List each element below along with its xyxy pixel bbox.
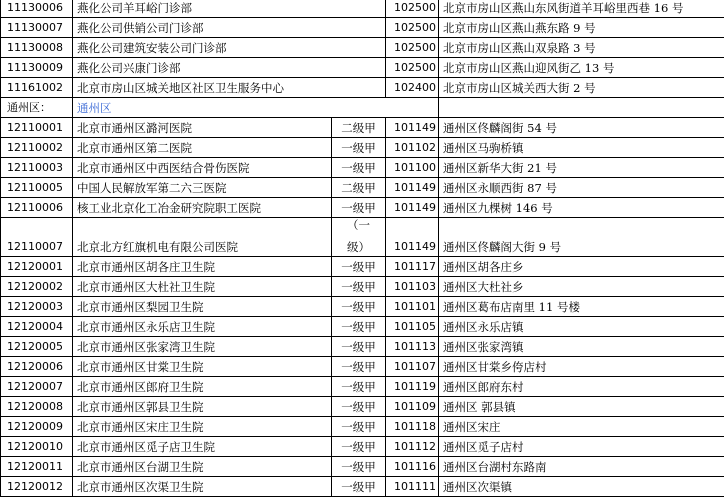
hospital-level: 一级甲 xyxy=(332,277,386,297)
table-row xyxy=(1,118,724,138)
hospital-address: 通州区永乐店镇 xyxy=(439,317,724,337)
hospital-address: 北京市房山区燕山迎风街乙 13 号 xyxy=(439,58,724,78)
hospital-code: 11130006 xyxy=(1,0,73,18)
postal-code: 101149 xyxy=(386,218,439,257)
postal-code: 102500 xyxy=(386,18,439,38)
hospital-code: 12120009 xyxy=(1,417,73,437)
hospital-name: 北京市通州区胡各庄卫生院 xyxy=(73,257,332,277)
hospital-name: 北京市通州区宋庄卫生院 xyxy=(73,417,332,437)
hospital-level: 二级甲 xyxy=(332,178,386,198)
hospital-address: 通州区葛布店南里 11 号楼 xyxy=(439,297,724,317)
postal-code: 101102 xyxy=(386,138,439,158)
table-row xyxy=(1,158,724,178)
hospital-code: 12120008 xyxy=(1,397,73,417)
hospital-level: 一级甲 xyxy=(332,297,386,317)
table-row xyxy=(1,337,724,357)
hospital-code: 12120004 xyxy=(1,317,73,337)
hospital-name: 燕化公司供销公司门诊部 xyxy=(73,18,386,38)
hospital-name: 北京市通州区潞河医院 xyxy=(73,118,332,138)
hospital-name: 北京市通州区台湖卫生院 xyxy=(73,457,332,477)
hospital-address: 通州区觅子店村 xyxy=(439,437,724,457)
district-link[interactable]: 通州区 xyxy=(77,101,112,115)
hospital-code: 12110007 xyxy=(1,218,73,257)
postal-code: 101149 xyxy=(386,198,439,218)
hospital-address: 通州区大杜社乡 xyxy=(439,277,724,297)
hospital-address: 通州区宋庄 xyxy=(439,417,724,437)
postal-code: 101112 xyxy=(386,437,439,457)
hospital-code: 12120011 xyxy=(1,457,73,477)
section-row xyxy=(1,98,724,118)
table-row xyxy=(1,377,724,397)
hospital-code: 11130007 xyxy=(1,18,73,38)
hospital-address: 通州区永顺西街 87 号 xyxy=(439,178,724,198)
hospital-address: 通州区新华大街 21 号 xyxy=(439,158,724,178)
table-row xyxy=(1,297,724,317)
table-row xyxy=(1,477,724,497)
hospital-code: 12120002 xyxy=(1,277,73,297)
hospital-name: 燕化公司建筑安装公司门诊部 xyxy=(73,38,386,58)
table-row xyxy=(1,317,724,337)
hospital-address: 通州区台湖村东路南 xyxy=(439,457,724,477)
hospital-level: 一级甲 xyxy=(332,337,386,357)
postal-code: 101117 xyxy=(386,257,439,277)
hospital-name: 北京市通州区甘棠卫生院 xyxy=(73,357,332,377)
hospital-level: 一级甲 xyxy=(332,477,386,497)
hospital-level: 一级甲 xyxy=(332,138,386,158)
hospital-address: 通州区佟麟阁大街 9 号 xyxy=(439,218,724,257)
postal-code: 101111 xyxy=(386,477,439,497)
hospital-level: 一级甲 xyxy=(332,457,386,477)
hospital-level: 一级甲 xyxy=(332,317,386,337)
table-row xyxy=(1,78,724,98)
hospital-level: 一级甲 xyxy=(332,158,386,178)
hospital-name: 北京市通州区大杜社卫生院 xyxy=(73,277,332,297)
postal-code: 101103 xyxy=(386,277,439,297)
table-row xyxy=(1,437,724,457)
hospital-code: 12120012 xyxy=(1,477,73,497)
hospital-level: 一级甲 xyxy=(332,417,386,437)
hospital-level: 一级甲 xyxy=(332,198,386,218)
hospital-address: 通州区九棵树 146 号 xyxy=(439,198,724,218)
hospital-name: 北京市通州区郎府卫生院 xyxy=(73,377,332,397)
hospital-code: 12120007 xyxy=(1,377,73,397)
postal-code: 102500 xyxy=(386,0,439,18)
hospital-name: 北京市通州区中西医结合骨伤医院 xyxy=(73,158,332,178)
hospital-code: 12120010 xyxy=(1,437,73,457)
hospital-level: 一级甲 xyxy=(332,377,386,397)
hospital-name: 北京市通州区永乐店卫生院 xyxy=(73,317,332,337)
postal-code: 101113 xyxy=(386,337,439,357)
postal-code: 101100 xyxy=(386,158,439,178)
level-line-2: 级） xyxy=(347,240,370,254)
hospital-name: 核工业北京化工冶金研究院职工医院 xyxy=(73,198,332,218)
table-row xyxy=(1,178,724,198)
hospital-name: 北京北方红旗机电有限公司医院 xyxy=(73,218,332,257)
postal-code: 101116 xyxy=(386,457,439,477)
hospital-level: 一级甲 xyxy=(332,357,386,377)
table-row xyxy=(1,397,724,417)
table-row xyxy=(1,18,724,38)
hospital-name: 北京市通州区张家湾卫生院 xyxy=(73,337,332,357)
hospital-code: 11130009 xyxy=(1,58,73,78)
hospital-address: 北京市房山区燕山燕东路 9 号 xyxy=(439,18,724,38)
postal-code: 102400 xyxy=(386,78,439,98)
hospital-code: 12110002 xyxy=(1,138,73,158)
table-row xyxy=(1,457,724,477)
postal-code: 101101 xyxy=(386,297,439,317)
hospital-address: 通州区次渠镇 xyxy=(439,477,724,497)
hospital-address: 北京市房山区城关西大街 2 号 xyxy=(439,78,724,98)
postal-code: 101109 xyxy=(386,397,439,417)
table-row xyxy=(1,218,724,257)
table-row xyxy=(1,417,724,437)
hospital-code: 12120001 xyxy=(1,257,73,277)
table-row xyxy=(1,0,724,18)
postal-code: 101119 xyxy=(386,377,439,397)
hospital-level: 一级甲 xyxy=(332,257,386,277)
hospital-code: 11161002 xyxy=(1,78,73,98)
hospital-name: 北京市通州区郭县卫生院 xyxy=(73,397,332,417)
hospital-name: 北京市房山区城关地区社区卫生服务中心 xyxy=(73,78,386,98)
postal-code: 101105 xyxy=(386,317,439,337)
table-row xyxy=(1,198,724,218)
hospital-address: 通州区 郭县镇 xyxy=(439,397,724,417)
postal-code: 101118 xyxy=(386,417,439,437)
hospital-address: 北京市房山区燕山东风街道羊耳峪里西巷 16 号 xyxy=(439,0,724,18)
hospital-name: 北京市通州区次渠卫生院 xyxy=(73,477,332,497)
hospital-name: 燕化公司兴康门诊部 xyxy=(73,58,386,78)
hospital-address: 通州区张家湾镇 xyxy=(439,337,724,357)
hospital-address: 通州区佟麟阁街 54 号 xyxy=(439,118,724,138)
hospital-level: 二级甲 xyxy=(332,118,386,138)
hospital-name: 燕化公司羊耳峪门诊部 xyxy=(73,0,386,18)
hospital-address: 通州区马驹桥镇 xyxy=(439,138,724,158)
table-row xyxy=(1,277,724,297)
hospital-name: 北京市通州区梨园卫生院 xyxy=(73,297,332,317)
hospital-code: 12110006 xyxy=(1,198,73,218)
hospital-name: 北京市通州区第二医院 xyxy=(73,138,332,158)
hospital-name: 北京市通州区觅子店卫生院 xyxy=(73,437,332,457)
table-row xyxy=(1,38,724,58)
hospital-code: 12110005 xyxy=(1,178,73,198)
level-line-1: （一 xyxy=(347,218,370,232)
hospital-code: 11130008 xyxy=(1,38,73,58)
postal-code: 101149 xyxy=(386,118,439,138)
hospital-name: 中国人民解放军第二六三医院 xyxy=(73,178,332,198)
postal-code: 101107 xyxy=(386,357,439,377)
hospital-level: 一级甲 xyxy=(332,437,386,457)
table-row xyxy=(1,58,724,78)
postal-code: 101149 xyxy=(386,178,439,198)
table-row xyxy=(1,257,724,277)
hospital-level: 一级甲 xyxy=(332,397,386,417)
table-row xyxy=(1,357,724,377)
hospital-code: 12120006 xyxy=(1,357,73,377)
hospital-address: 北京市房山区燕山双泉路 3 号 xyxy=(439,38,724,58)
hospital-address: 通州区郎府东村 xyxy=(439,377,724,397)
hospital-level xyxy=(332,218,386,257)
table-row xyxy=(1,138,724,158)
section-label: 通州区： xyxy=(1,98,73,118)
hospital-address: 通州区甘棠乡侉店村 xyxy=(439,357,724,377)
postal-code: 102500 xyxy=(386,38,439,58)
hospital-code: 12120005 xyxy=(1,337,73,357)
hospital-code: 12110001 xyxy=(1,118,73,138)
hospital-code: 12120003 xyxy=(1,297,73,317)
hospital-address: 通州区胡各庄乡 xyxy=(439,257,724,277)
hospital-code: 12110003 xyxy=(1,158,73,178)
postal-code: 102500 xyxy=(386,58,439,78)
